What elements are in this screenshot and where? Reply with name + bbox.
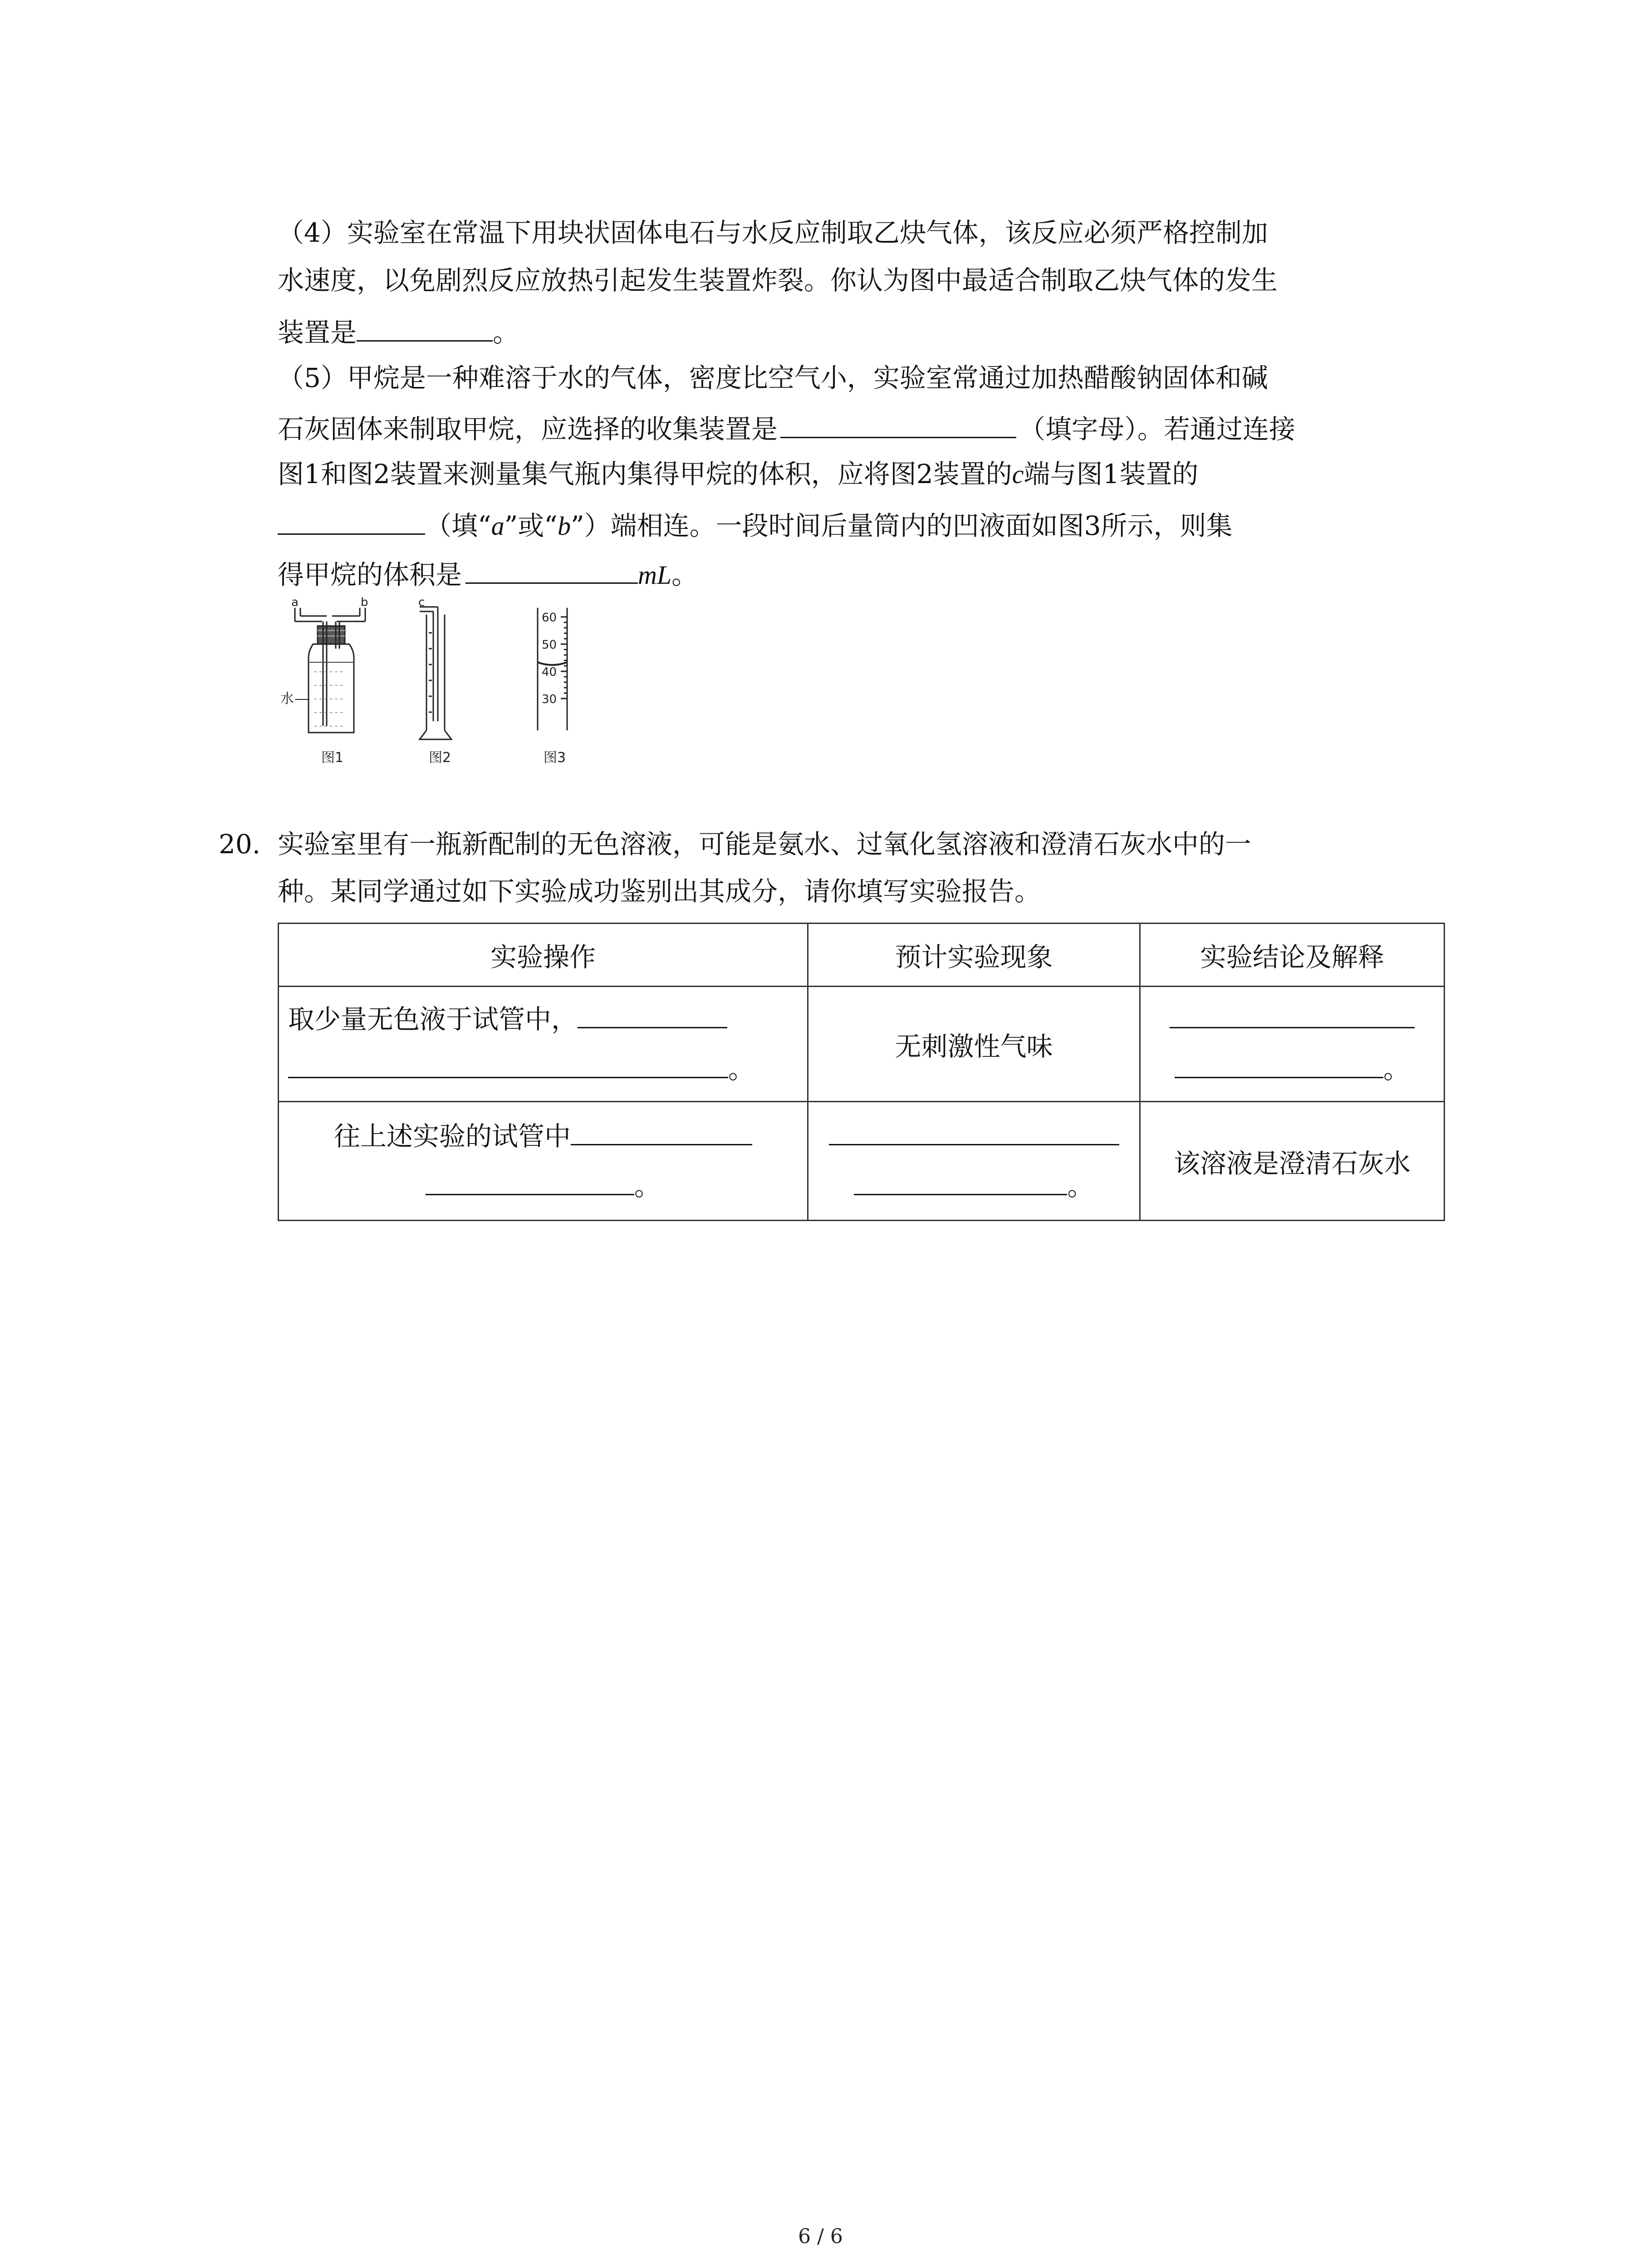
q5-line-4-c: ”）端相连。一段时间后量筒内的凹液面如图3所示，则集: [570, 510, 1233, 541]
svg-text:– – – – – –: – – – – – –: [314, 668, 343, 675]
answer-blank-q5-collect[interactable]: [780, 411, 1016, 438]
row2-phenomenon-end: 。: [1067, 1170, 1094, 1202]
q5-line-1: （5）甲烷是一种难溶于水的气体，密度比空气小，实验室常通过加热醋酸钠固体和碱: [278, 362, 1268, 393]
fig3-caption: 图3: [544, 750, 566, 766]
row1-operation-end: 。: [728, 1053, 755, 1085]
svg-text:– – – – – –: – – – – – –: [314, 723, 343, 730]
answer-blank-row2-op-b[interactable]: [426, 1168, 634, 1195]
q20-line-1: 实验室里有一瓶新配制的无色溶液，可能是氨水、过氧化氢溶液和澄清石灰水中的一: [278, 829, 1252, 860]
q5-line-2: [278, 411, 1295, 445]
fig1-caption: 图1: [321, 750, 344, 766]
row2-conclusion-cell: 该溶液是澄清石灰水: [1140, 1102, 1445, 1221]
q4-line-3-text: 装置是: [278, 317, 357, 348]
page-number: 6 / 6: [798, 2225, 843, 2248]
answer-blank-row2-op-a[interactable]: [571, 1118, 752, 1145]
row1-conclusion-end: 。: [1383, 1053, 1410, 1085]
fig1-label-water: 水: [280, 691, 294, 707]
q5-line-2-text: 石灰固体来制取甲烷，应选择的收集装置是: [278, 414, 778, 445]
q20-number: 20.: [219, 829, 261, 860]
table-header-row: [279, 924, 1445, 987]
fig3-tick-30: 30: [542, 693, 557, 706]
q4-line-1: （4）实验室在常温下用块状固体电石与水反应制取乙炔气体，该反应必须严格控制加: [278, 217, 1268, 248]
row2-operation-text: 往上述实验的试管中: [333, 1120, 571, 1152]
answer-blank-q5-volume[interactable]: [465, 556, 638, 584]
q5-line-5-text: 得甲烷的体积是: [278, 559, 462, 590]
q5-unit-ml: mL: [638, 560, 672, 590]
q5-line-4-b: ”或“: [504, 510, 558, 541]
q4-line-2: 水速度，以免剧烈反应放热引起发生装置炸裂。你认为图中最适合制取乙炔气体的发生: [278, 265, 1278, 296]
figure-1-water: [309, 662, 353, 730]
table-header-operation: 实验操作: [279, 924, 808, 987]
q5-var-b: b: [557, 511, 571, 541]
row1-phenomenon-cell: 无刺激性气味: [808, 987, 1140, 1102]
q4-line-3-end: 。: [493, 317, 519, 348]
answer-blank-q4[interactable]: [357, 314, 493, 342]
apparatus-figures: [272, 594, 617, 776]
answer-blank-row1-op-a[interactable]: [578, 1001, 727, 1028]
fig1-label-a: a: [291, 596, 299, 609]
q5-line-3: [278, 458, 1198, 490]
q5-line-4: [278, 507, 1233, 542]
q5-line-3-end: 端与图1装置的: [1024, 459, 1199, 489]
q5-line-5: [278, 556, 698, 591]
fig3-tick-40: 40: [542, 665, 557, 679]
q20-line-2: 种。某同学通过如下实验成功鉴别出其成分，请你填写实验报告。: [278, 876, 1041, 907]
fig2-caption: 图2: [429, 750, 451, 766]
row2-operation-cell: [279, 1102, 808, 1221]
q5-var-c: c: [1012, 459, 1024, 489]
table-row: [279, 1102, 1445, 1221]
answer-blank-row1-op-b[interactable]: [288, 1051, 728, 1078]
row2-operation-end: 。: [634, 1170, 661, 1202]
answer-blank-row2-phen-b[interactable]: [854, 1168, 1067, 1195]
answer-blank-row2-phen-a[interactable]: [829, 1118, 1119, 1145]
figure-2-cylinder: [420, 607, 451, 739]
q5-var-a: a: [491, 511, 505, 541]
q5-line-4-a: （填“: [425, 510, 491, 541]
fig1-label-b: b: [361, 596, 368, 609]
row1-conclusion-cell: [1140, 987, 1445, 1102]
table-row: [279, 987, 1445, 1102]
row1-operation-cell: [279, 987, 808, 1102]
answer-blank-row1-conc-a[interactable]: [1170, 1001, 1415, 1028]
row2-phenomenon-cell: [808, 1102, 1140, 1221]
q5-line-5-end: 。: [671, 559, 698, 590]
fig3-tick-50: 50: [542, 638, 557, 652]
svg-text:– – – – – –: – – – – – –: [314, 695, 343, 703]
answer-blank-row1-conc-b[interactable]: [1175, 1051, 1383, 1078]
table-header-phenomenon: 预计实验现象: [808, 924, 1140, 987]
q5-line-2-end: （填字母）。若通过连接: [1019, 414, 1296, 445]
row1-operation-text: 取少量无色液于试管中，: [288, 1003, 578, 1035]
q5-line-3-text: 图1和图2装置来测量集气瓶内集得甲烷的体积，应将图2装置的: [278, 459, 1012, 489]
q4-line-3: [278, 314, 519, 348]
table-header-conclusion: 实验结论及解释: [1140, 924, 1445, 987]
answer-blank-q5-end[interactable]: [278, 507, 425, 535]
svg-text:– – – – – –: – – – – – –: [314, 709, 343, 716]
fig3-tick-60: 60: [542, 611, 557, 625]
svg-text:– – – – – –: – – – – – –: [314, 682, 343, 689]
fig2-label-c: c: [418, 596, 425, 609]
experiment-report-table: [278, 923, 1445, 1221]
